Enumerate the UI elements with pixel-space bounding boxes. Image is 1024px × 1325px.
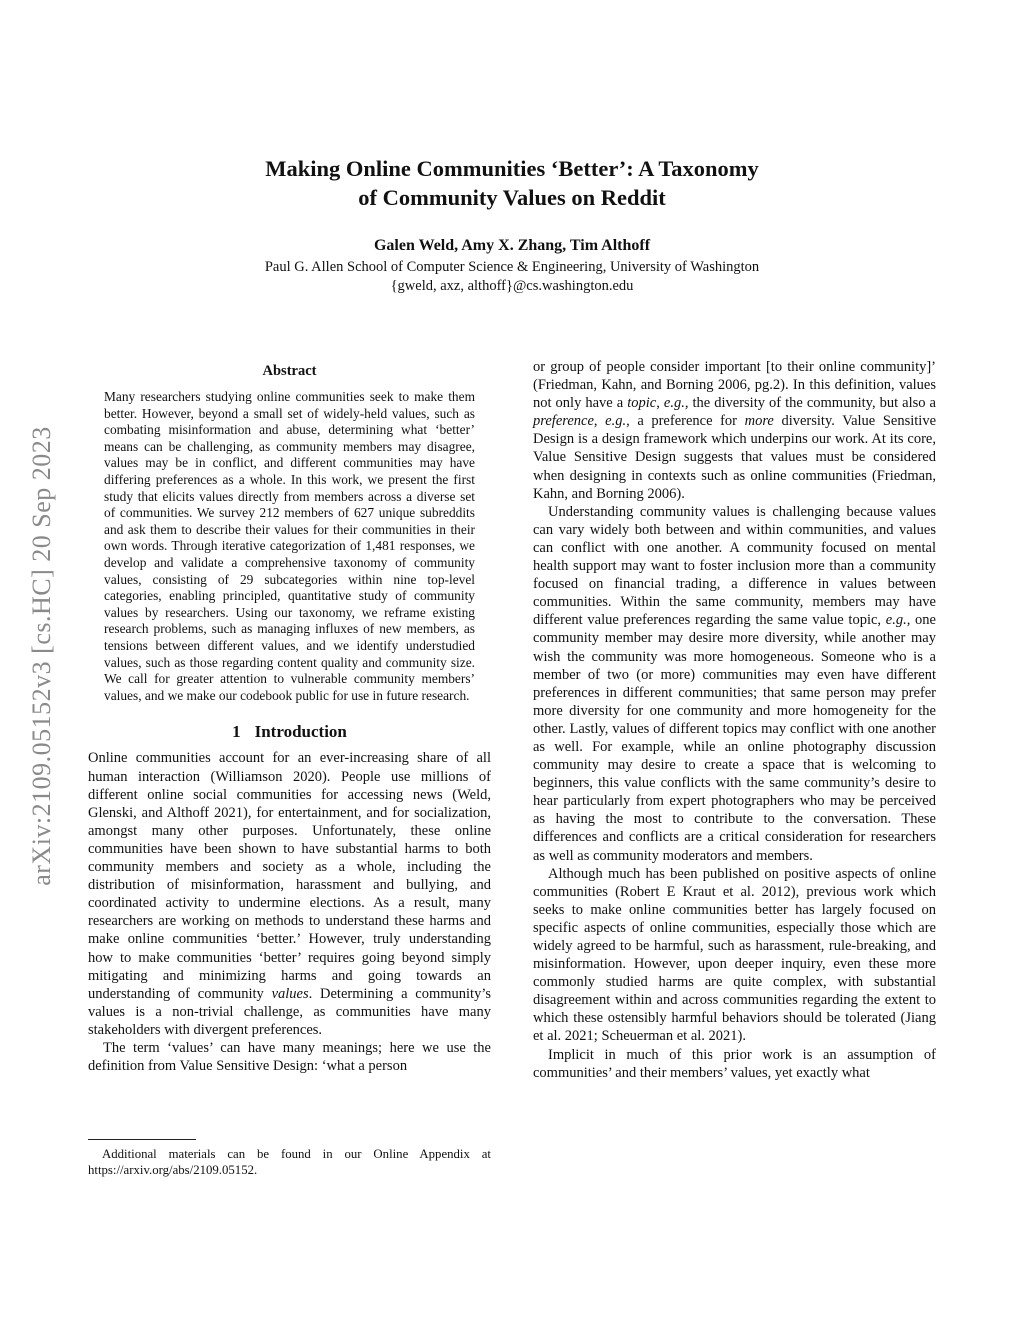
body-paragraph-understanding-values: Understanding community values is challenging because values can vary widely both between and within communities, and values can conflict with one another. A community focused on mental health support may want to foster inclusion more than a community focused on financial trading, a difference in values between communities. Within the same community, members may have different value preferences regarding the same value topic, e.g., one community member may desire more diversity, while another may wish the community was more homogeneous. Someone who is a member of two (or more) communities may even have different preferences in different communities; that same person may prefer more diversity for one community and more homogeneity for the other. Lastly, values of different topics may conflict with one another as well. For example, while an online photography discussion community may desire to create a space that is welcoming to beginners, this value conflicts with the same community’s desire to hear particularly from expert photographers who may be perceived as having the most to contribute to the conversation. These differences and conflicts are a critical consideration for researchers as well as community moderators and members. <box>533 503 936 864</box>
paper-title-line-1: Making Online Communities ‘Better’: A Taxonomy <box>265 156 759 181</box>
right-column <box>533 358 936 1082</box>
paper-title-line-2: of Community Values on Reddit <box>358 185 666 210</box>
body-paragraph-values-definition: or group of people consider important [to their online community]’ (Friedman, Kahn, and Borning 2006, pg.2). In this definition, values not only have a topic, e.g., the diversity of the community, but also a preference, e.g., a preference for more diversity. Value Sensitive Design is a design framework which underpins our work. At its core, Value Sensitive Design suggests that values must be considered when designing in contexts such as online communities (Friedman, Kahn, and Borning 2006). <box>533 359 937 502</box>
body-paragraph-implicit-assumption: Implicit in much of this prior work is an assumption of communities’ and their members’ values, yet exactly what <box>533 1046 936 1081</box>
arxiv-watermark: arXiv:2109.05152v3 [cs.HC] 20 Sep 2023 <box>27 426 56 886</box>
paper-header <box>0 154 1024 296</box>
body-paragraph-prior-work: Although much has been published on positive aspects of online communities (Robert E Kraut et al. 2012), previous work which seeks to make online communities better has largely focused on specific aspects of online communities, especially those which are widely agreed to be harmful, such as harassment, rule-breaking, and misinformation. However, upon deeper inquiry, even these more commonly studied harms are quite complex, with substantial disagreement within and across communities regarding the extent to which these ostensibly harmful behaviors should be tolerated (Jiang et al. 2021; Scheuerman et al. 2021). <box>533 865 936 1045</box>
section-title: Introduction <box>254 722 347 742</box>
abstract-heading: Abstract <box>262 363 317 379</box>
section-number: 1 <box>232 722 241 742</box>
email-line: {gweld, axz, althoff}@cs.washington.edu <box>390 278 634 294</box>
footnote <box>88 1139 491 1178</box>
intro-paragraph-2: The term ‘values’ can have many meanings; here we use the definition from Value Sensitive Design: ‘what a person <box>88 1039 491 1075</box>
intro-paragraph-1: Online communities account for an ever-increasing share of all human interaction (Williamson 2020). People use millions of different online social communities for accessing news (Weld, Glenski, and Althoff 2021), for entertainment, and for socialization, amongst many other purposes. Unfortunately, these online communities have been shown to have substantial harms to both community members and society as a whole, including the distribution of misinformation, harassment and bullying, and coordinated activity to undermine elections. As a result, many researchers are working on methods to understand these harms and make online communities ‘better.’ However, truly understanding how to make communities ‘better’ requires going beyond simply mitigating and minimizing harms and going towards an understanding of community values. Determining a community’s values is a non-trivial challenge, as communities have many stakeholders with divergent preferences. <box>88 750 491 1038</box>
authors: Galen Weld, Amy X. Zhang, Tim Althoff <box>373 237 651 254</box>
left-column <box>88 358 491 1075</box>
paper-title <box>0 154 1024 212</box>
abstract-text: Many researchers studying online communities seek to make them better. However, beyond a small set of widely-held values, such as combating misinformation and abuse, determining what ‘better’ means can be challenging, as community members may disagree, values may be in conflict, and different communities may have differing preferences as a whole. In this work, we present the first study that elicits values directly from members across a diverse set of communities. We survey 212 members of 627 unique subreddits and ask them to describe their values for their communities in their own words. Through iterative categorization of 1,481 responses, we develop and validate a comprehensive taxonomy of community values, consisting of 29 subcategories within nine top-level categories, enabling principled, quantitative study of community values by researchers. Using our taxonomy, we reframe existing research problems, such as managing influxes of new members, as tensions between different values, and we identify understudied values, such as those regarding content quality and community size. We call for greater attention to vulnerable community members’ values, and we make our codebook public for use in future research. <box>104 389 475 703</box>
section-heading-introduction <box>88 723 491 741</box>
affiliation: Paul G. Allen School of Computer Science & Engineering, University of Washington <box>264 259 760 275</box>
footnote-rule <box>88 1139 196 1140</box>
footnote-text: Additional materials can be found in our Online Appendix at https://arxiv.org/abs/2109.05152. <box>88 1147 491 1177</box>
